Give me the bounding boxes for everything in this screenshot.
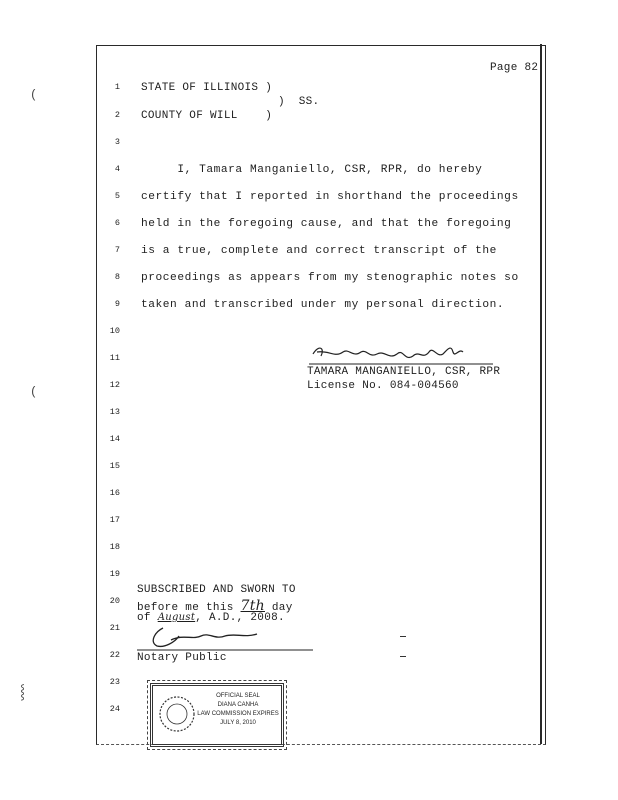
- certificate-line: I, Tamara Manganiello, CSR, RPR, do hereby: [141, 164, 483, 176]
- line-number: 13: [109, 407, 120, 417]
- venue-county: COUNTY OF WILL ): [141, 110, 273, 122]
- reporter-license: License No. 084-004560: [307, 380, 459, 392]
- seal-emblem-icon: [157, 694, 197, 734]
- line-number: 4: [114, 164, 120, 174]
- line-number: 14: [109, 434, 120, 444]
- venue-ss: ) SS.: [278, 96, 320, 108]
- scan-speck: ⸾: [20, 685, 26, 701]
- jurat-line-3-suffix: , A.D., 2008.: [195, 612, 285, 624]
- line-number: 2: [114, 110, 120, 120]
- jurat-line-3: [137, 612, 285, 624]
- line-number: 24: [109, 704, 120, 714]
- line-number: 9: [114, 299, 120, 309]
- scan-speck: (: [30, 385, 38, 399]
- margin-tick: [400, 636, 406, 637]
- line-number: 18: [109, 542, 120, 552]
- certificate-line: proceedings as appears from my stenographic notes so: [141, 272, 519, 284]
- scan-speck: (: [30, 88, 38, 102]
- certificate-line: held in the foregoing cause, and that the foregoing: [141, 218, 512, 230]
- seal-line: OFFICIAL SEAL: [216, 693, 260, 699]
- reporter-name: TAMARA MANGANIELLO, CSR, RPR: [307, 366, 501, 378]
- notary-label: Notary Public: [137, 652, 227, 664]
- line-number: 15: [109, 461, 120, 471]
- jurat-line-3-prefix: of: [137, 612, 158, 624]
- line-number: 10: [109, 326, 120, 336]
- margin-tick: [400, 656, 406, 657]
- line-number: 1: [114, 82, 120, 92]
- line-number: 5: [114, 191, 120, 201]
- page-label: Page 82: [490, 62, 539, 74]
- venue-state: STATE OF ILLINOIS ): [141, 82, 273, 94]
- certificate-line: taken and transcribed under my personal direction.: [141, 299, 505, 311]
- jurat-month-handwritten: August: [157, 612, 196, 623]
- notary-seal: [150, 683, 284, 747]
- line-number: 19: [109, 569, 120, 579]
- line-number: 16: [109, 488, 120, 498]
- line-number: 21: [109, 623, 120, 633]
- line-number: 11: [109, 353, 120, 363]
- line-number: 17: [109, 515, 120, 525]
- jurat-line-1: SUBSCRIBED AND SWORN TO: [137, 584, 296, 596]
- line-number: 20: [109, 596, 120, 606]
- certificate-line: certify that I reported in shorthand the proceedings: [141, 191, 519, 203]
- certificate-line: is a true, complete and correct transcript of the: [141, 245, 497, 257]
- line-number: 22: [109, 650, 120, 660]
- line-number: 7: [114, 245, 120, 255]
- line-number: 6: [114, 218, 120, 228]
- right-margin-rule: [540, 44, 542, 744]
- line-number: 8: [114, 272, 120, 282]
- seal-text-block: [197, 692, 279, 728]
- jurat-line-2-prefix: before me this: [137, 602, 241, 614]
- jurat-day-handwritten: 7th: [240, 598, 265, 614]
- jurat-line-2-suffix: day: [264, 602, 293, 614]
- seal-line: DIANA CANHA: [217, 702, 259, 708]
- seal-line: JULY 8, 2010: [220, 720, 256, 726]
- line-number: 3: [114, 137, 120, 147]
- seal-line: LAW COMMISSION EXPIRES: [197, 711, 279, 717]
- line-number: 23: [109, 677, 120, 687]
- line-number: 12: [109, 380, 120, 390]
- notary-signature: [135, 624, 315, 652]
